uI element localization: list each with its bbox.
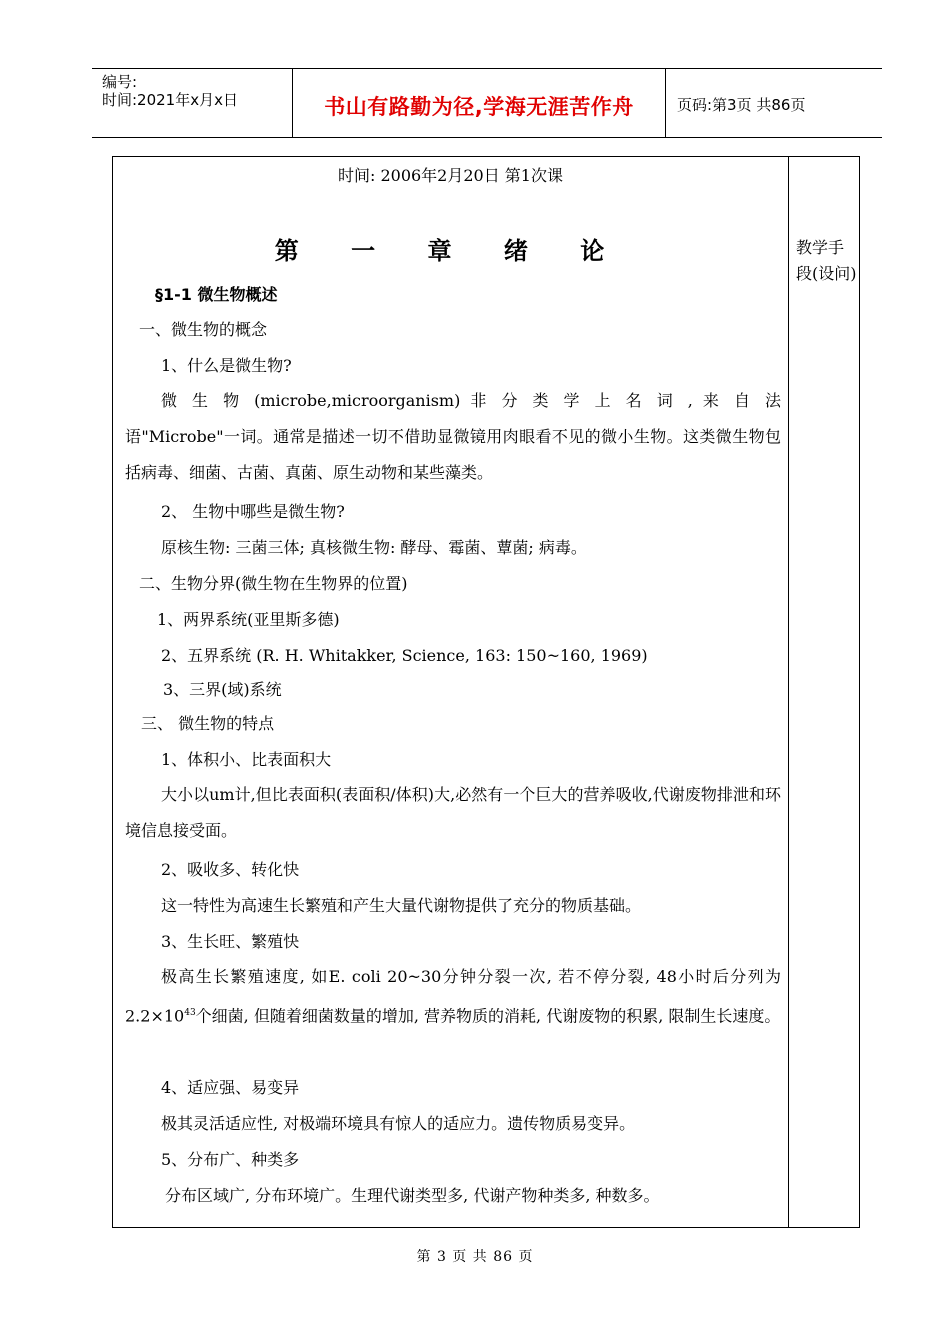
feature-fast-growth: 3、生长旺、繁殖快 xyxy=(161,932,300,951)
header-meta-cell xyxy=(92,69,292,137)
feature-adaptability-text: 极其灵活适应性, 对极端环境具有惊人的适应力。遗传物质易变异。 xyxy=(161,1114,636,1133)
growth-exponent: 43 xyxy=(184,1008,196,1018)
three-domain-system: 3、三界(域)系统 xyxy=(163,680,282,699)
definition-first-line: 微 生 物 (microbe,microorganism) 非 分 类 学 上 名 词 , 来 自 法 xyxy=(161,391,781,410)
heading-characteristics: 三、 微生物的特点 xyxy=(141,714,275,733)
answer-microbe-groups: 原核生物: 三菌三体; 真核微生物: 酵母、霉菌、蕈菌; 病毒。 xyxy=(161,538,587,557)
growth-text-part1: 极高生长繁殖速度, 如E. coli 20~30分钟分裂一次, 若不停分裂, 48小时后分列为2.2×10 xyxy=(125,967,781,1026)
question-which-are-microbes: 2、 生物中哪些是微生物? xyxy=(161,502,345,521)
header-page-cell xyxy=(665,69,882,137)
heading-concept: 一、微生物的概念 xyxy=(139,320,268,339)
column-divider xyxy=(788,157,789,1227)
two-kingdom-system: 1、两界系统(亚里斯多德) xyxy=(157,610,340,629)
document-number-label: 编号: xyxy=(102,73,138,91)
chapter-title: 第 一 章 绪 论 xyxy=(274,237,627,265)
teaching-method-note: 教学手段(设问) xyxy=(796,238,857,283)
motto-text: 书山有路勤为径,学海无涯苦作舟 xyxy=(324,95,634,119)
feature-wide-distribution: 5、分布广、种类多 xyxy=(161,1150,300,1169)
page-footer: 第 3 页 共 86 页 xyxy=(416,1249,534,1265)
header-page-number: 页码:第3页 共86页 xyxy=(677,96,806,114)
document-date-label: 时间:2021年x月x日 xyxy=(102,91,238,109)
heading-classification: 二、生物分界(微生物在生物界的位置) xyxy=(139,574,408,593)
feature-wide-distribution-text: 分布区域广, 分布环境广。生理代谢类型多, 代谢产物种类多, 种数多。 xyxy=(165,1186,660,1205)
section-title: §1-1 微生物概述 xyxy=(155,285,278,304)
page-header xyxy=(92,68,882,138)
feature-fast-growth-text xyxy=(125,959,781,1034)
lesson-time: 时间: 2006年2月20日 第1次课 xyxy=(337,166,563,185)
feature-adaptability: 4、适应强、易变异 xyxy=(161,1078,300,1097)
five-kingdom-system: 2、五界系统 (R. H. Whitakker, Science, 163: 150~160, 1969) xyxy=(161,646,648,665)
feature-fast-absorption-text: 这一特性为高速生长繁殖和产生大量代谢物提供了充分的物质基础。 xyxy=(161,896,642,915)
feature-fast-absorption: 2、吸收多、转化快 xyxy=(161,860,300,879)
feature-small-size-text: 大小以um计,但比表面积(表面积/体积)大,必然有一个巨大的营养吸收,代谢废物排泄和环境信息接受面。 xyxy=(125,785,781,840)
growth-text-part2: 个细菌, 但随着细菌数量的增加, 营养物质的消耗, 代谢废物的积累, 限制生长速度。 xyxy=(195,1006,781,1026)
definition-paragraph: 语"Microbe"一词。通常是描述一切不借助显微镜用肉眼看不见的微小生物。这类微生物包括病毒、细菌、古菌、真菌、原生动物和某些藻类。 xyxy=(125,427,781,482)
feature-small-size: 1、体积小、比表面积大 xyxy=(161,750,332,769)
lesson-table xyxy=(112,156,860,1228)
header-motto-cell xyxy=(292,69,666,137)
question-what-is-microbe: 1、什么是微生物? xyxy=(161,356,292,375)
